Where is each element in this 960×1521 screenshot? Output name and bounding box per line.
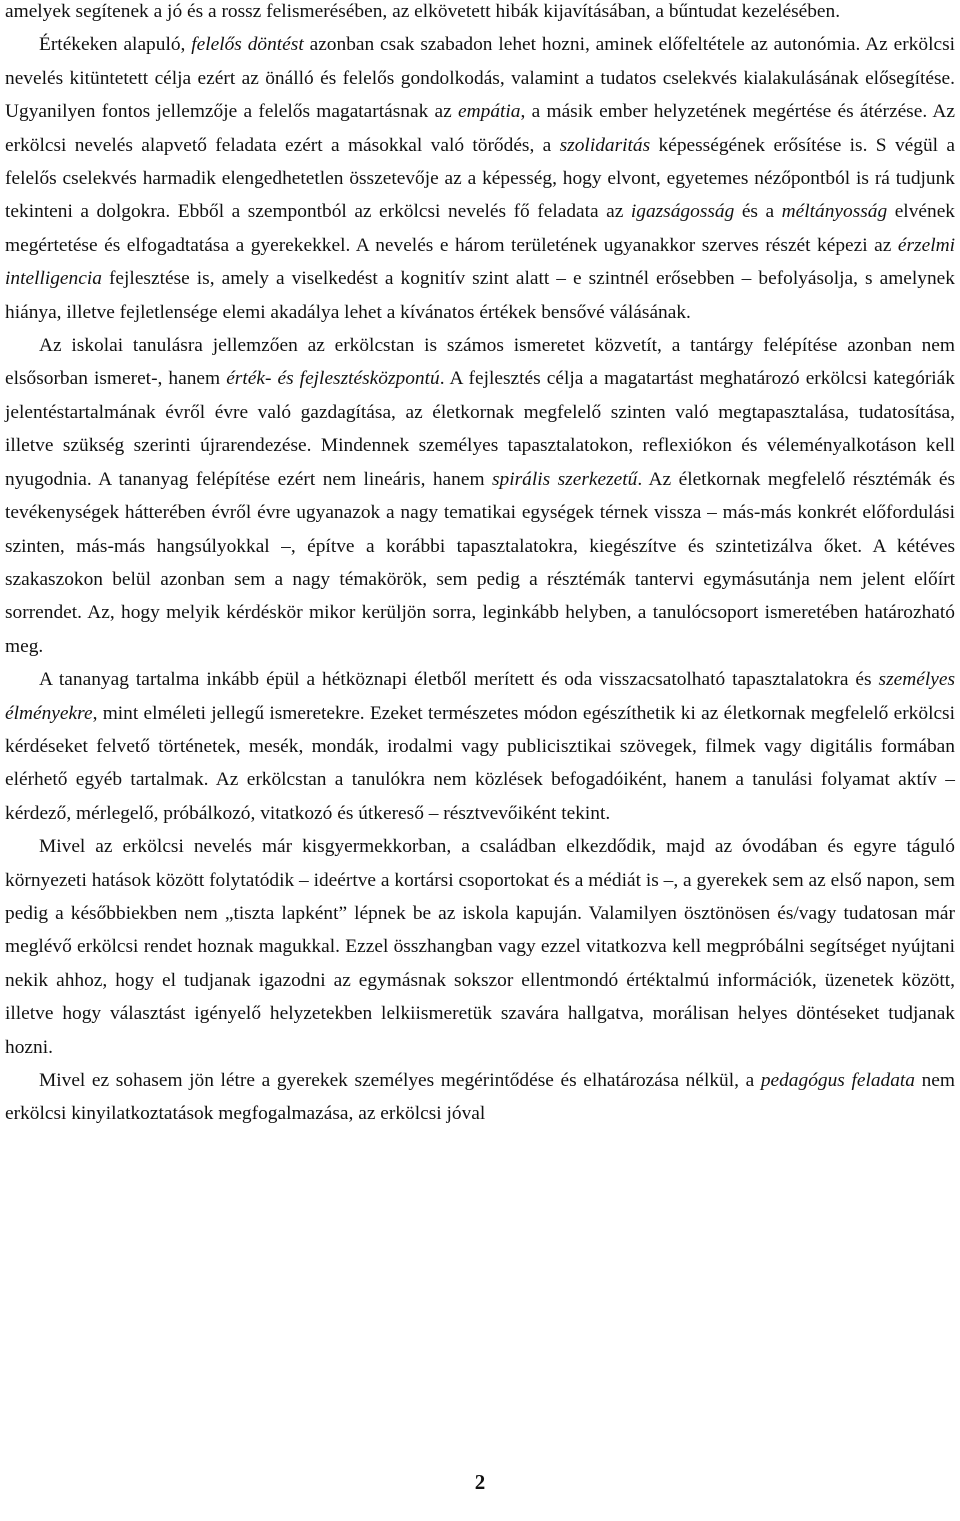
paragraph-3: [5, 329, 955, 663]
text-run: amelyek segítenek a jó és a rossz felismerésében, az elkövetett hibák kijavításában, a bűntudat kezelésében.: [5, 1, 841, 22]
body-text: [5, 0, 955, 1131]
text-run: . A fejlesztés célja a magatartást meghatározó erkölcsi kategóriák jelentéstartalmának évről évre való gazdagítása, az életkornak megfelelő szinten való megtapasztalása, tudatosítása, illetve szükség szerinti újrarendezése. Mindennek személyes tapasztalatokon, reflexiókon és véleményalkotáson kell nyugodnia. A tananyag felépítése ezért nem lineáris, hanem: [5, 368, 955, 490]
paragraph-1: [5, 0, 955, 28]
text-run: azonban csak szabadon lehet hozni, aminek előfeltétele az autonómia. Az erkölcsi nevelés kitüntetett célja ezért az önálló és felelős gondolkodás, valamint a tudatos cselekvés kialakulásának elősegítése. Ugyanilyen fontos jellemzője a felelős magatartásnak az: [5, 34, 955, 123]
emphasized-text: empátia: [458, 101, 521, 123]
text-run: képességének erősítése is. S végül a felelős cselekvés harmadik elengedhetetlen összetevője az a képesség, hogy elvont, egyetemes nézőpontból is rá tudjunk tekinteni a dolgokra. Ebből a szempontból az erkölcsi nevelés fő feladata az: [5, 134, 955, 223]
emphasized-text: méltányosság: [781, 201, 888, 223]
text-run: fejlesztése is, amely a viselkedést a kognitív szint alatt – e szintnél erősebben – befolyásolja, s amelynek hiánya, illetve fejletlensége elemi akadálya lehet a kívánatos értékek bensővé válásának.: [5, 268, 955, 323]
emphasized-text: felelős döntést: [191, 34, 304, 56]
paragraph-4: [5, 663, 955, 830]
text-run: , mint elméleti jellegű ismeretekre. Ezeket természetes módon egészíthetik ki az életkornak megfelelő erkölcsi kérdéseket felvető történetek, mesék, mondák, irodalmi vagy publicisztikai szövegek, filmek vagy digitális formában elérhető egyéb tartalmak. Az erkölcstan a tanulókra nem közlések befogadóiként, hanem a tanulási folyamat aktív – kérdező, mérlegelő, próbálkozó, vitatkozó és útkereső – résztvevőiként tekint.: [5, 702, 955, 824]
paragraph-6: [5, 1064, 955, 1131]
text-run: és a: [734, 201, 782, 223]
paragraph-2: [5, 28, 955, 329]
text-run: , a másik ember helyzetének megértése és átérzése. Az erkölcsi nevelés alapvető feladata ezért a másokkal való törődés, a: [5, 101, 955, 156]
emphasized-text: pedagógus feladata: [760, 1070, 915, 1091]
emphasized-text: érzelmi intelligencia: [5, 234, 955, 290]
text-run: . Az életkornak megfelelő résztémák és tevékenységek hátterében évről évre ugyanazok a nagy tematikai egységek térnek vissza – más-más konkrét előfordulási szinten, más-más hangsúlyokkal –, építve a korábbi tapasztalatokra, kiegészítve és szintetizálva őket. A kétéves szakaszokon belül azonban sem a nagy témakörök, sem pedig a résztémák tantervi egymásutánja nem jelent előírt sorrendet. Az, hogy melyik kérdéskör mikor kerüljön sorra, leginkább helyben, a tanulócsoport ismeretében határozható meg.: [5, 468, 955, 657]
text-run: elvének megértetése és elfogadtatása a gyerekekkel. A nevelés e három területének ugyanakkor szerves részét képezi az: [5, 201, 955, 256]
emphasized-text: szolidaritás: [559, 134, 651, 156]
text-run: nem erkölcsi kinyilatkoztatások megfogalmazása, az erkölcsi jóval: [5, 1070, 955, 1125]
emphasized-text: igazságosság: [630, 201, 735, 223]
text-run: Mivel az erkölcsi nevelés már kisgyermekkorban, a családban elkezdődik, majd az óvodában és egyre táguló környezeti hatások között folytatódik – ideértve a kortársi csoportokat és a médiát is –, a gyerekek sem az első napon, sem pedig a későbbiekben nem „tiszta lapként” lépnek be az iskola kapuján. Valamilyen ösztönösen és/vagy tudatosan már meglévő erkölcsi rendet hoznak magukkal. Ezzel összhangban vagy ezzel vitatkozva kell megpróbálni segítséget nyújtani nekik ahhoz, hogy el tudjanak igazodni az egymásnak sokszor ellentmondó értéktalmú információk, üzenetek között, illetve hogy választást igényelő helyzetekben lelkiismeretük szavára hallgatva, morálisan helyes döntéseket tudjanak hozni.: [5, 836, 955, 1058]
emphasized-text: személyes élményekre: [5, 669, 955, 724]
text-run: A tananyag tartalma inkább épül a hétköznapi életből merített és oda visszacsatolható tapasztalatokra és: [39, 669, 879, 691]
text-run: Mivel ez sohasem jön létre a gyerekek személyes megérintődése és elhatározása nélkül, a: [39, 1070, 761, 1091]
text-run: Az iskolai tanulásra jellemzően az erkölcstan is számos ismeretet közvetít, a tantárgy felépítése azonban nem elsősorban ismeret-, hanem: [5, 335, 955, 390]
text-run: Értékeken alapuló,: [39, 34, 192, 56]
page-number: 2: [474, 1470, 486, 1494]
emphasized-text: érték- és fejlesztésközpontú: [226, 368, 440, 390]
paragraph-5: [5, 830, 955, 1064]
emphasized-text: spirális szerkezetű: [492, 468, 638, 490]
